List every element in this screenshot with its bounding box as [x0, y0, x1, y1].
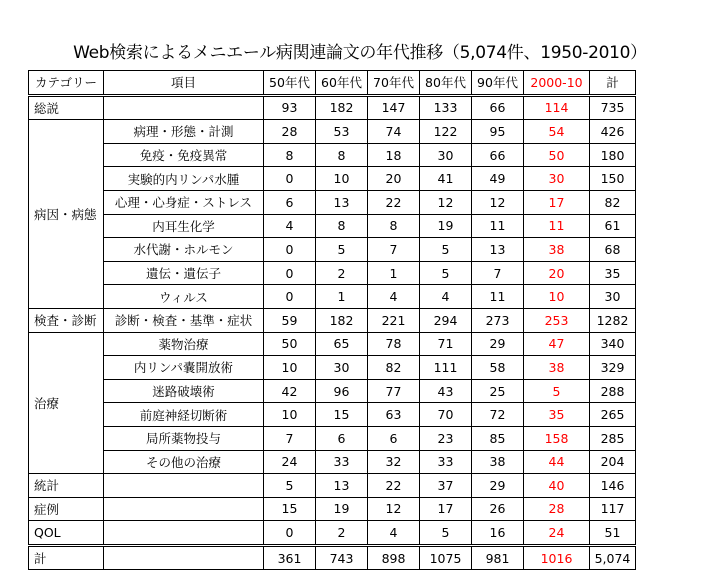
value-cell: 30: [316, 356, 368, 380]
table-row: [29, 167, 636, 191]
value-cell: 29: [472, 332, 524, 356]
value-cell: 38: [524, 238, 590, 262]
value-cell: 8: [264, 143, 316, 167]
value-cell: 11: [524, 214, 590, 238]
value-cell: 95: [472, 120, 524, 144]
value-cell: 93: [264, 95, 316, 120]
value-cell: 38: [472, 450, 524, 474]
value-cell: 24: [264, 450, 316, 474]
value-cell: 10: [264, 356, 316, 380]
value-cell: 0: [264, 167, 316, 191]
value-cell: 11: [472, 285, 524, 309]
value-cell: 50: [524, 143, 590, 167]
item-cell: 内リンパ嚢開放術: [104, 356, 264, 380]
value-cell: 5: [524, 379, 590, 403]
value-cell: 70: [420, 403, 472, 427]
value-cell: 66: [472, 143, 524, 167]
item-cell: 免疫・免疫異常: [104, 143, 264, 167]
value-cell: 4: [264, 214, 316, 238]
publication-table: [28, 70, 636, 570]
value-cell: 111: [420, 356, 472, 380]
value-cell: 15: [264, 497, 316, 521]
table-row: [29, 95, 636, 120]
item-cell-empty: [104, 545, 264, 570]
value-cell: 10: [264, 403, 316, 427]
value-cell: 285: [590, 426, 636, 450]
value-cell: 146: [590, 474, 636, 498]
value-cell: 74: [368, 120, 420, 144]
value-cell: 0: [264, 521, 316, 546]
value-cell: 30: [420, 143, 472, 167]
table-row: [29, 356, 636, 380]
value-cell: 5: [420, 261, 472, 285]
table-row: [29, 120, 636, 144]
value-cell: 5: [264, 474, 316, 498]
value-cell: 6: [264, 190, 316, 214]
table-row: [29, 521, 636, 546]
value-cell: 58: [472, 356, 524, 380]
table-row: [29, 261, 636, 285]
total-value-cell: 743: [316, 545, 368, 570]
value-cell: 65: [316, 332, 368, 356]
table-row: [29, 403, 636, 427]
table-row: [29, 143, 636, 167]
value-cell: 82: [590, 190, 636, 214]
value-cell: 182: [316, 308, 368, 332]
value-cell: 30: [590, 285, 636, 309]
column-header: 計: [590, 71, 636, 96]
value-cell: 12: [472, 190, 524, 214]
value-cell: 340: [590, 332, 636, 356]
value-cell: 49: [472, 167, 524, 191]
value-cell: 53: [316, 120, 368, 144]
item-cell: [104, 521, 264, 546]
table-row: [29, 474, 636, 498]
value-cell: 71: [420, 332, 472, 356]
total-value-cell: 1016: [524, 545, 590, 570]
value-cell: 0: [264, 285, 316, 309]
category-cell: 統計: [29, 474, 104, 498]
value-cell: 5: [420, 521, 472, 546]
item-cell: 心理・心身症・ストレス: [104, 190, 264, 214]
value-cell: 2: [316, 261, 368, 285]
value-cell: 85: [472, 426, 524, 450]
item-cell: 診断・検査・基準・症状: [104, 308, 264, 332]
value-cell: 22: [368, 474, 420, 498]
value-cell: 114: [524, 95, 590, 120]
table-row: [29, 379, 636, 403]
item-cell: [104, 95, 264, 120]
item-cell: 薬物治療: [104, 332, 264, 356]
value-cell: 13: [316, 190, 368, 214]
value-cell: 24: [524, 521, 590, 546]
item-cell: 内耳生化学: [104, 214, 264, 238]
value-cell: 1: [316, 285, 368, 309]
value-cell: 47: [524, 332, 590, 356]
value-cell: 12: [368, 497, 420, 521]
item-cell: [104, 474, 264, 498]
value-cell: 82: [368, 356, 420, 380]
item-cell: 病理・形態・計測: [104, 120, 264, 144]
value-cell: 117: [590, 497, 636, 521]
value-cell: 221: [368, 308, 420, 332]
item-cell: 迷路破壊術: [104, 379, 264, 403]
value-cell: 329: [590, 356, 636, 380]
value-cell: 59: [264, 308, 316, 332]
value-cell: 735: [590, 95, 636, 120]
value-cell: 19: [420, 214, 472, 238]
column-header: 80年代: [420, 71, 472, 96]
item-cell: 前庭神経切断術: [104, 403, 264, 427]
value-cell: 426: [590, 120, 636, 144]
value-cell: 10: [524, 285, 590, 309]
value-cell: 30: [524, 167, 590, 191]
total-value-cell: 361: [264, 545, 316, 570]
value-cell: 25: [472, 379, 524, 403]
value-cell: 20: [524, 261, 590, 285]
value-cell: 7: [368, 238, 420, 262]
value-cell: 43: [420, 379, 472, 403]
value-cell: 4: [420, 285, 472, 309]
total-value-cell: 1075: [420, 545, 472, 570]
item-cell: その他の治療: [104, 450, 264, 474]
column-header: 90年代: [472, 71, 524, 96]
item-cell: 遺伝・遺伝子: [104, 261, 264, 285]
value-cell: 96: [316, 379, 368, 403]
slide-title: Web検索によるメニエール病関連論文の年代推移（5,074件、1950-2010）: [73, 43, 647, 63]
value-cell: 147: [368, 95, 420, 120]
value-cell: 13: [316, 474, 368, 498]
value-cell: 8: [316, 214, 368, 238]
value-cell: 17: [524, 190, 590, 214]
value-cell: 8: [368, 214, 420, 238]
value-cell: 40: [524, 474, 590, 498]
category-cell: 病因・病態: [29, 120, 104, 309]
value-cell: 23: [420, 426, 472, 450]
value-cell: 6: [368, 426, 420, 450]
value-cell: 15: [316, 403, 368, 427]
value-cell: 0: [264, 238, 316, 262]
value-cell: 33: [316, 450, 368, 474]
item-cell: [104, 497, 264, 521]
value-cell: 5: [420, 238, 472, 262]
total-label: 計: [29, 545, 104, 570]
value-cell: 4: [368, 521, 420, 546]
value-cell: 7: [472, 261, 524, 285]
item-cell: 実験的内リンパ水腫: [104, 167, 264, 191]
value-cell: 19: [316, 497, 368, 521]
value-cell: 288: [590, 379, 636, 403]
value-cell: 35: [590, 261, 636, 285]
value-cell: 133: [420, 95, 472, 120]
value-cell: 150: [590, 167, 636, 191]
value-cell: 22: [368, 190, 420, 214]
value-cell: 50: [264, 332, 316, 356]
value-cell: 38: [524, 356, 590, 380]
total-row: [29, 545, 636, 570]
total-value-cell: 981: [472, 545, 524, 570]
value-cell: 32: [368, 450, 420, 474]
value-cell: 78: [368, 332, 420, 356]
column-header: カテゴリー: [29, 71, 104, 96]
value-cell: 10: [316, 167, 368, 191]
value-cell: 6: [316, 426, 368, 450]
column-header: 60年代: [316, 71, 368, 96]
value-cell: 33: [420, 450, 472, 474]
value-cell: 273: [472, 308, 524, 332]
value-cell: 26: [472, 497, 524, 521]
table-row: [29, 332, 636, 356]
category-cell: 総説: [29, 95, 104, 120]
value-cell: 77: [368, 379, 420, 403]
column-header: 50年代: [264, 71, 316, 96]
item-cell: 水代謝・ホルモン: [104, 238, 264, 262]
column-header: 項目: [104, 71, 264, 96]
table-row: [29, 285, 636, 309]
value-cell: 12: [420, 190, 472, 214]
value-cell: 20: [368, 167, 420, 191]
category-cell: QOL: [29, 521, 104, 546]
value-cell: 68: [590, 238, 636, 262]
category-cell: 症例: [29, 497, 104, 521]
value-cell: 253: [524, 308, 590, 332]
value-cell: 51: [590, 521, 636, 546]
value-cell: 265: [590, 403, 636, 427]
value-cell: 28: [264, 120, 316, 144]
table-row: [29, 214, 636, 238]
value-cell: 18: [368, 143, 420, 167]
value-cell: 61: [590, 214, 636, 238]
value-cell: 37: [420, 474, 472, 498]
value-cell: 7: [264, 426, 316, 450]
item-cell: 局所薬物投与: [104, 426, 264, 450]
value-cell: 13: [472, 238, 524, 262]
value-cell: 41: [420, 167, 472, 191]
value-cell: 66: [472, 95, 524, 120]
column-header: 2000-10: [524, 71, 590, 96]
header-row: [29, 71, 636, 96]
value-cell: 44: [524, 450, 590, 474]
table-row: [29, 426, 636, 450]
value-cell: 0: [264, 261, 316, 285]
value-cell: 294: [420, 308, 472, 332]
value-cell: 29: [472, 474, 524, 498]
value-cell: 182: [316, 95, 368, 120]
value-cell: 28: [524, 497, 590, 521]
value-cell: 122: [420, 120, 472, 144]
value-cell: 204: [590, 450, 636, 474]
value-cell: 63: [368, 403, 420, 427]
value-cell: 72: [472, 403, 524, 427]
value-cell: 11: [472, 214, 524, 238]
category-cell: 検査・診断: [29, 308, 104, 332]
table-row: [29, 190, 636, 214]
total-value-cell: 898: [368, 545, 420, 570]
total-value-cell: 5,074: [590, 545, 636, 570]
value-cell: 1282: [590, 308, 636, 332]
value-cell: 54: [524, 120, 590, 144]
value-cell: 8: [316, 143, 368, 167]
table-row: [29, 308, 636, 332]
table-row: [29, 238, 636, 262]
value-cell: 1: [368, 261, 420, 285]
value-cell: 180: [590, 143, 636, 167]
item-cell: ウィルス: [104, 285, 264, 309]
value-cell: 16: [472, 521, 524, 546]
table-row: [29, 497, 636, 521]
value-cell: 42: [264, 379, 316, 403]
value-cell: 158: [524, 426, 590, 450]
category-cell: 治療: [29, 332, 104, 474]
value-cell: 4: [368, 285, 420, 309]
value-cell: 2: [316, 521, 368, 546]
table-row: [29, 450, 636, 474]
value-cell: 5: [316, 238, 368, 262]
column-header: 70年代: [368, 71, 420, 96]
value-cell: 35: [524, 403, 590, 427]
value-cell: 17: [420, 497, 472, 521]
